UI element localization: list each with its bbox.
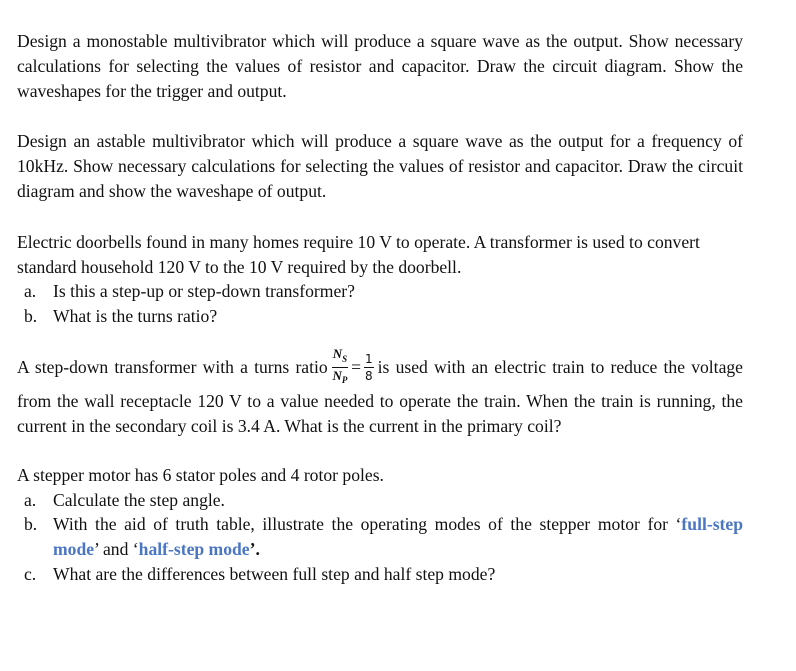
subquestion-text: Is this a step-up or step-down transformer?	[53, 281, 355, 302]
doorbell-subquestion-a	[17, 279, 743, 304]
equals-sign: =	[351, 357, 362, 378]
ratio-value-numerator: 1	[365, 351, 373, 366]
subquestion-text: With the aid of truth table, illustrate the operating modes of the stepper motor for ‘full-step mode’ and ‘half-step mode’.	[53, 514, 743, 560]
subquestion-label: c.	[24, 563, 37, 584]
question-monostable: Design a monostable multivibrator which will produce a square wave as the output. Show necessary calculations for selecting the values of resistor and capacitor. Draw the circuit diagram. Show the waveshapes for the trigger and output.	[17, 31, 743, 101]
subquestion-label: b.	[24, 514, 38, 535]
subquestion-text: What are the differences between full step and half step mode?	[53, 563, 496, 584]
stepper-question-text: A stepper motor has 6 stator poles and 4 rotor poles.	[17, 464, 384, 485]
subquestion-label: a.	[24, 489, 37, 510]
document-page	[17, 29, 743, 587]
full-step-mode-highlight: full-step mode	[53, 514, 743, 560]
half-step-mode-highlight: half-step mode	[138, 539, 250, 560]
subquestion-text: Calculate the step angle.	[53, 489, 225, 510]
subquestion-text: What is the turns ratio?	[53, 306, 218, 327]
stepper-subquestion-b	[17, 512, 743, 562]
question-doorbell-transformer	[17, 230, 743, 329]
stepper-subquestion-a	[17, 488, 743, 513]
turns-ratio-denominator: $N_P$	[332, 367, 348, 386]
turns-ratio-numerator: $N_S$	[332, 347, 348, 368]
question-stepper-motor	[17, 463, 743, 587]
stepper-subquestions	[17, 488, 743, 587]
ratio-value-denominator: 8	[365, 368, 373, 383]
ratio-value-fraction	[364, 352, 374, 383]
train-question-text-before: A step-down transformer with a turns ratio	[17, 357, 328, 378]
doorbell-subquestions	[17, 279, 743, 329]
question-train-transformer	[17, 345, 743, 439]
subquestion-label: b.	[24, 306, 38, 327]
turns-ratio-fraction	[332, 347, 348, 387]
stepper-subquestion-c	[17, 562, 743, 587]
doorbell-question-text: Electric doorbells found in many homes require 10 V to operate. A transformer is used to convert standard household 120 V to the 10 V required by the doorbell.	[17, 231, 700, 277]
doorbell-subquestion-b	[17, 304, 743, 329]
subquestion-label: a.	[24, 281, 37, 302]
train-question-text-after: is used with an electric train to reduce the voltage from the wall receptacle 120 V to a value needed to operate the train. When the train is running, the current in the secondary coil is 3.4 A. What is the current in the primary coil?	[17, 357, 743, 436]
question-astable: Design an astable multivibrator which will produce a square wave as the output for a frequency of 10kHz. Show necessary calculations for selecting the values of resistor and capacitor. Draw the circuit diagram and show the waveshape of output.	[17, 131, 743, 201]
